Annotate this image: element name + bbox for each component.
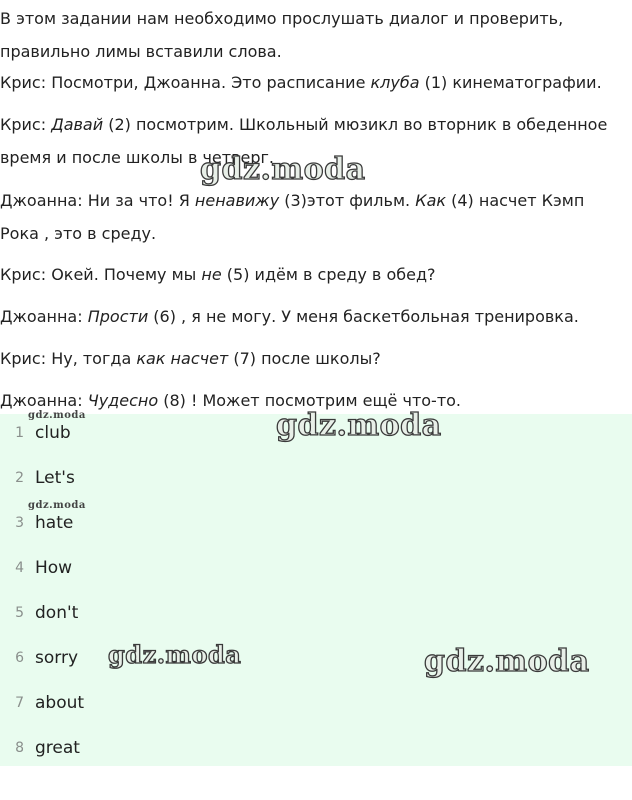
dialog-line-1 <box>0 66 628 99</box>
answer-row <box>0 508 632 538</box>
inserted-word: Как <box>415 191 447 210</box>
answer-number: 2 <box>15 470 24 486</box>
watermark: gdz.moda <box>424 644 590 679</box>
answer-row <box>0 733 632 763</box>
dialog-text: (2) посмотрим. Школьный мюзикл во вторник в обеденное время и после школы в четверг. <box>0 115 608 167</box>
dialog-text: (5) идём в среду в обед? <box>221 265 436 284</box>
inserted-word: не <box>201 265 222 284</box>
dialog-text: (4) насчет Кэмп Рока , это в среду. <box>0 191 585 243</box>
answer-list <box>0 414 632 766</box>
answer-row <box>0 463 632 493</box>
answer-word: hate <box>35 513 74 533</box>
answer-word: about <box>35 693 85 713</box>
dialog-text: Джоанна: <box>0 307 88 326</box>
watermark: gdz.moda <box>28 410 86 421</box>
answer-number: 4 <box>15 560 24 576</box>
watermark: gdz.moda <box>200 152 366 187</box>
watermark: gdz.moda <box>108 640 242 669</box>
inserted-word: как насчет <box>136 349 229 368</box>
answer-word: How <box>35 558 73 578</box>
answer-word: great <box>35 738 80 758</box>
inserted-word: Прости <box>87 307 149 326</box>
dialog-line-6 <box>0 342 628 375</box>
dialog-line-5 <box>0 300 628 333</box>
dialog-text: Крис: Посмотри, Джоанна. Это расписание <box>0 73 371 92</box>
answer-number: 7 <box>15 695 24 711</box>
answer-number: 6 <box>15 650 24 666</box>
dialog-text: (1) кинематографии. <box>419 73 602 92</box>
dialog-text: (6) , я не могу. У меня баскетбольная тренировка. <box>148 307 579 326</box>
watermark: gdz.moda <box>28 500 86 511</box>
dialog-text: (7) после школы? <box>228 349 381 368</box>
inserted-word: клуба <box>370 73 420 92</box>
dialog-line-4 <box>0 258 628 291</box>
answer-word: don't <box>35 603 79 623</box>
answer-number: 8 <box>15 740 24 756</box>
answer-number: 3 <box>15 515 24 531</box>
intro-paragraph: В этом задании нам необходимо прослушать диалог и проверить, правильно лимы вставили слова. <box>0 9 564 61</box>
dialog-text: Крис: Ну, тогда <box>0 349 137 368</box>
answer-word: club <box>35 423 71 443</box>
dialog-text: (8) ! Может посмотрим ещё что-то. <box>158 391 462 410</box>
dialog-text: Джоанна: <box>0 391 88 410</box>
answer-word: Let's <box>35 468 75 488</box>
dialog-line-3 <box>0 184 628 250</box>
answer-word: sorry <box>35 648 78 668</box>
inserted-word: ненавижу <box>194 191 280 210</box>
inserted-word: Давай <box>51 115 104 134</box>
dialog-text: (3)этот фильм. <box>279 191 416 210</box>
dialog-text: Крис: <box>0 115 52 134</box>
inserted-word: Чудесно <box>87 391 159 410</box>
answer-row <box>0 688 632 718</box>
answer-number: 1 <box>15 425 24 441</box>
watermark: gdz.moda <box>276 408 442 443</box>
answer-row <box>0 553 632 583</box>
answer-row <box>0 598 632 628</box>
answer-number: 5 <box>15 605 24 621</box>
dialog-text: Джоанна: Ни за что! Я <box>0 191 195 210</box>
dialog-text: Крис: Окей. Почему мы <box>0 265 202 284</box>
